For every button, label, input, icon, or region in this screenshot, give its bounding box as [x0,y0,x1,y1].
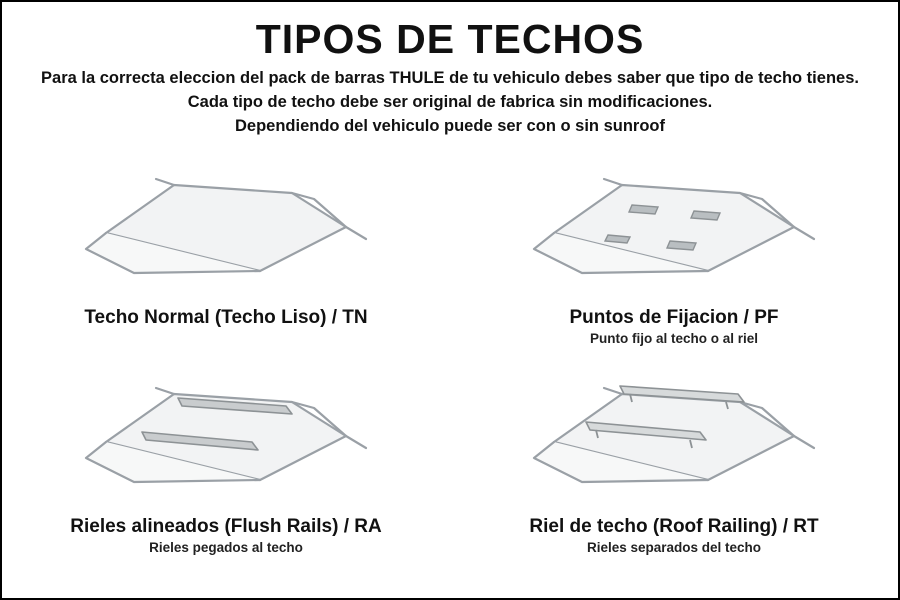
roof-type-caption-rt: Riel de techo (Roof Railing) / RT [529,516,819,538]
roof-types-grid [2,153,898,568]
roof-type-caption-tn: Techo Normal (Techo Liso) / TN [84,306,368,328]
roof-type-card-tn [2,153,450,361]
intro-line-1: Para la correcta eleccion del pack de barras THULE de tu vehiculo debes saber que tipo de techo tienes. [41,69,859,88]
intro-line-2: Cada tipo de techo debe ser original de fabrica sin modificaciones. [187,92,713,111]
roof-type-note-pf: Punto fijo al techo o al riel [589,330,759,346]
car-roof-flush-rails-icon [46,362,406,512]
roof-type-caption-pf: Puntos de Fijacion / PF [569,306,779,328]
intro-text [26,67,874,139]
roof-type-note-rt: Rieles separados del techo [586,540,762,556]
car-roof-fixpoints-icon [494,153,854,303]
roof-type-caption-ra: Rieles alineados (Flush Rails) / RA [70,516,382,538]
page-title: TIPOS DE TECHOS [255,16,645,62]
car-roof-plain-icon [46,153,406,303]
roof-type-card-ra [2,360,450,568]
roof-type-card-rt [450,360,898,568]
intro-line-3: Dependiendo del vehiculo puede ser con o sin sunroof [235,116,665,135]
car-roof-raised-railing-icon [494,362,854,512]
roof-type-card-pf [450,153,898,361]
roof-type-note-ra: Rieles pegados al techo [149,540,303,556]
